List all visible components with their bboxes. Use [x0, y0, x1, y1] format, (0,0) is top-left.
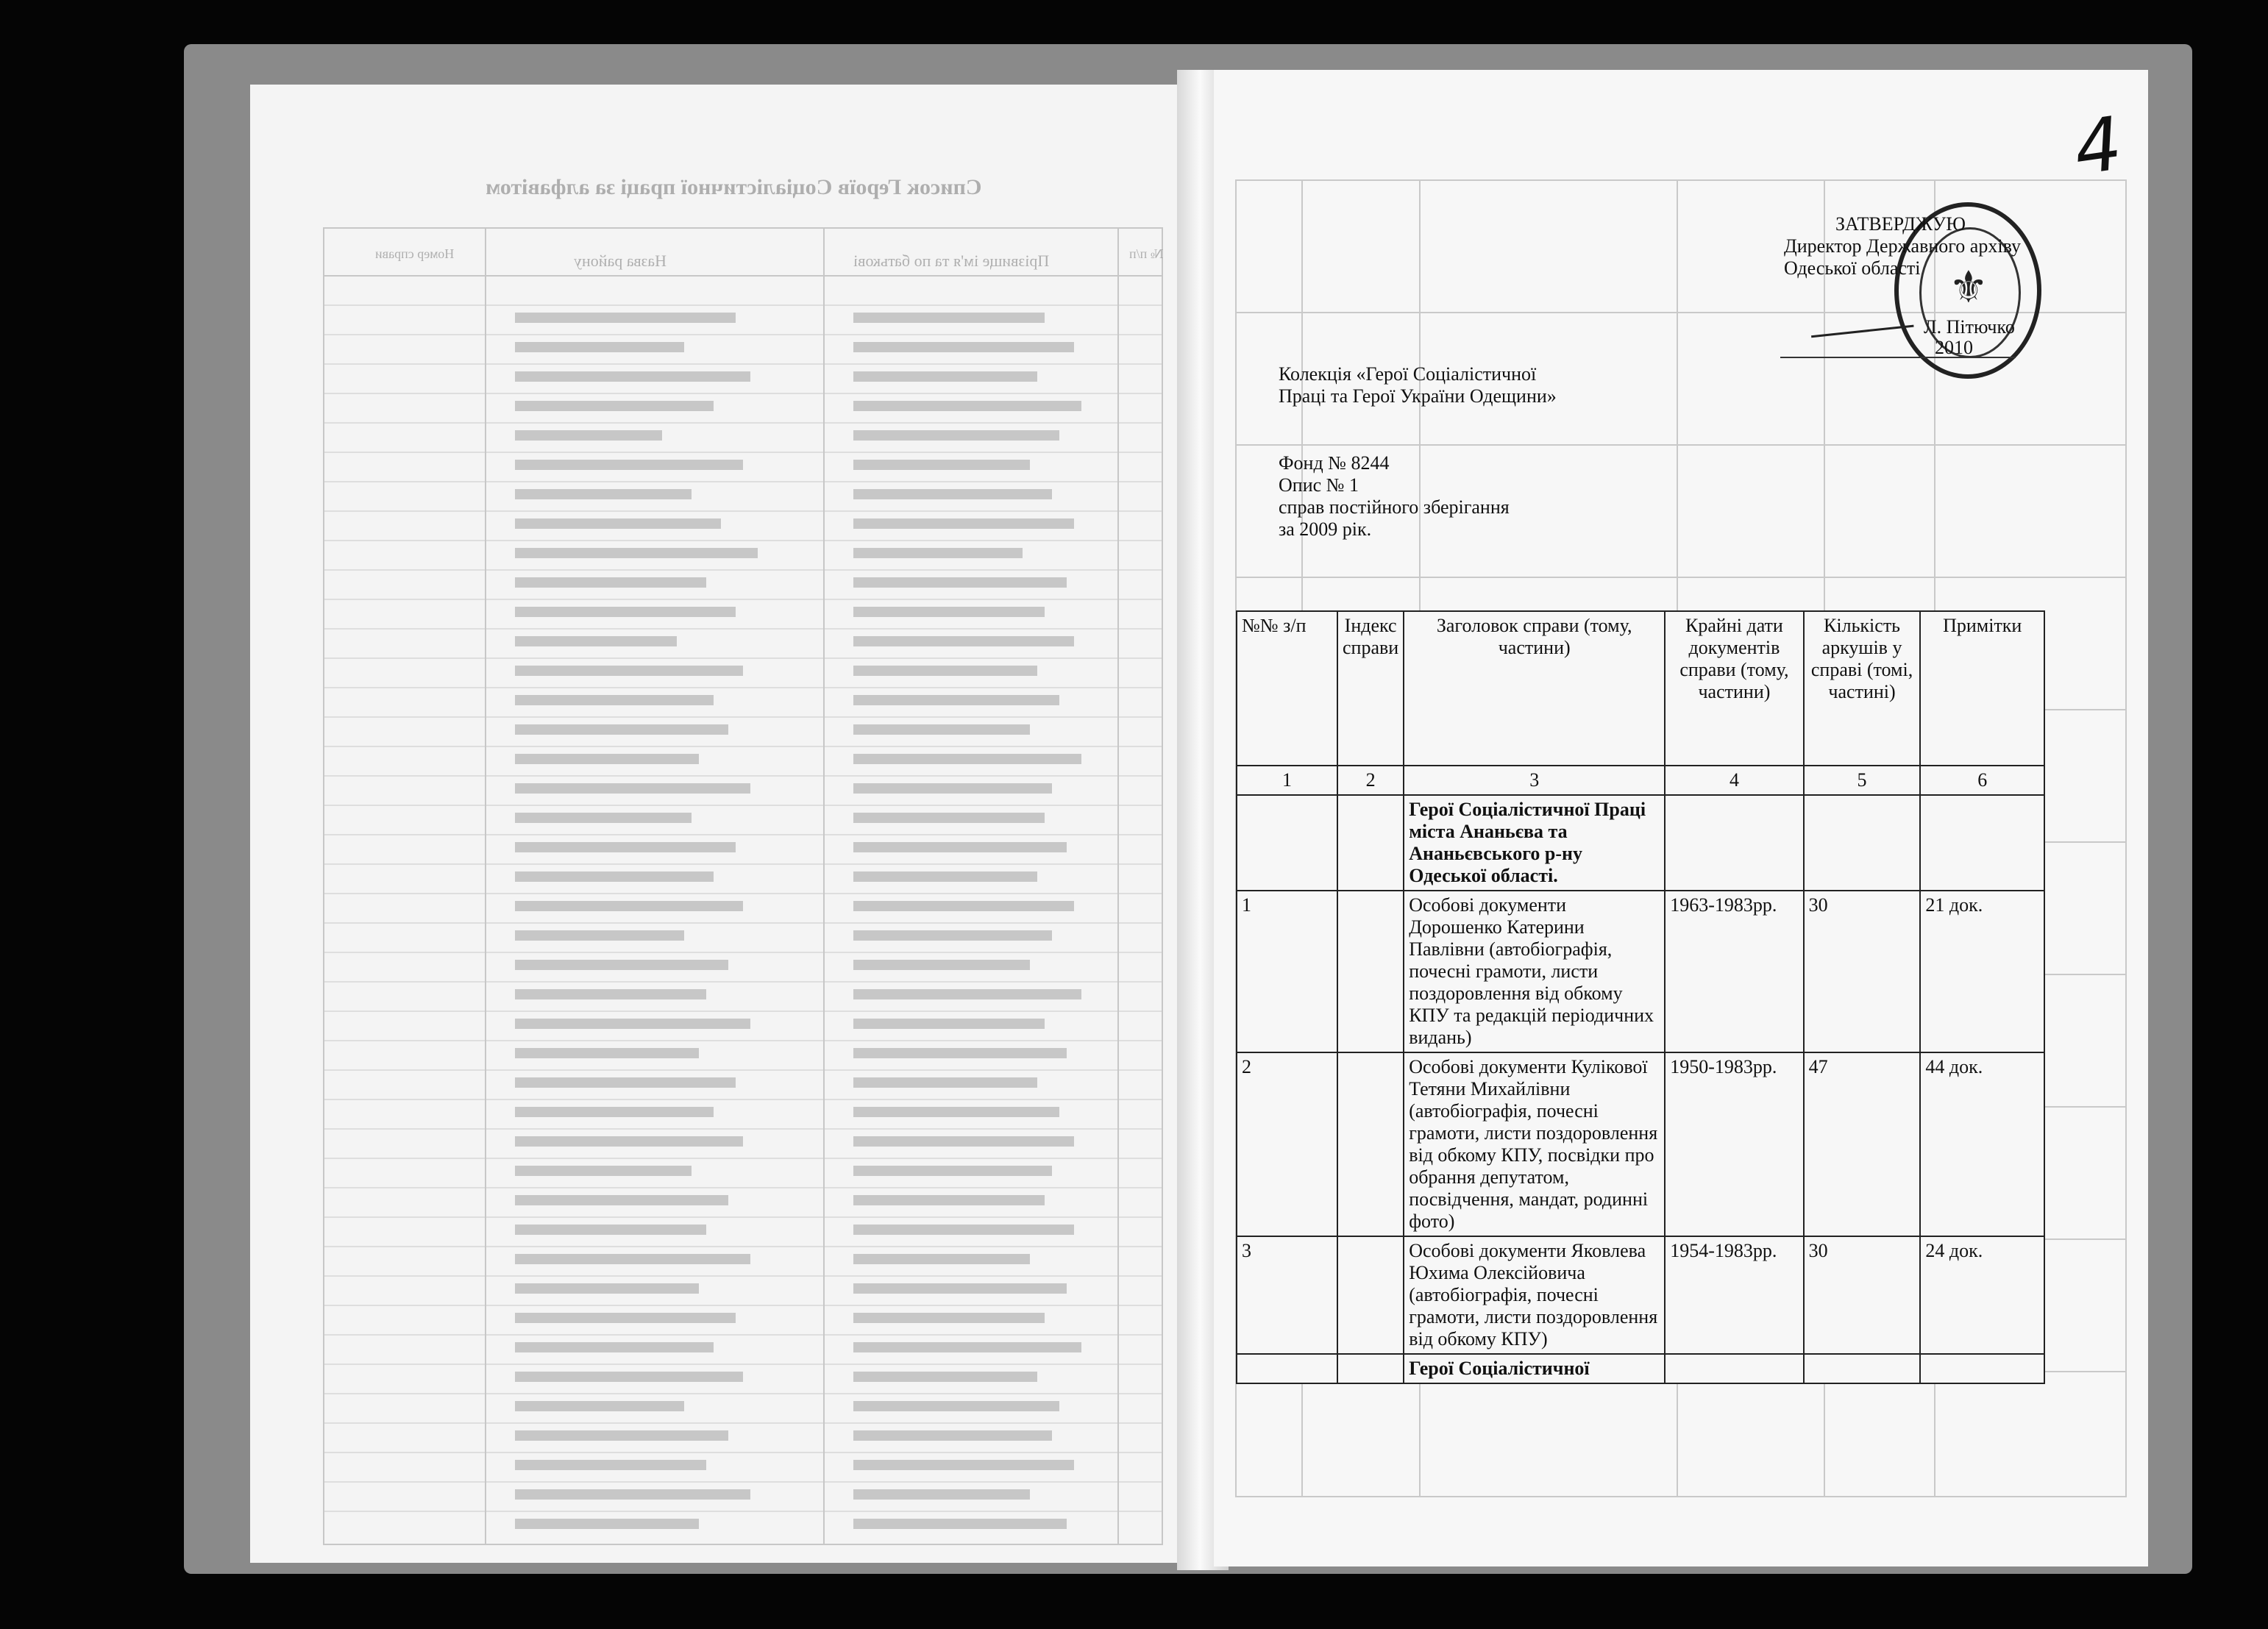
- row-notes: 21 док.: [1920, 891, 2044, 1052]
- row-sheets: 47: [1804, 1052, 1921, 1236]
- table-header-row: [1237, 611, 2044, 766]
- left-header-num: № п/п: [1129, 246, 1163, 261]
- table-row: [1237, 891, 2044, 1052]
- row-title: Особові документи Дорошенко Катерини Павлівни (автобіографія, почесні грамоти, листи поздоровлення від обкому КПУ та редакцій періодичних видань): [1404, 891, 1665, 1052]
- approval-title: ЗАТВЕРДЖУЮ: [1835, 213, 1966, 235]
- approval-position: Директор Державного архіву: [1784, 235, 2021, 257]
- row-dates: 1950-1983рр.: [1665, 1052, 1803, 1236]
- opys-description: справ постійного зберігання: [1279, 496, 1510, 518]
- column-number: 6: [1920, 766, 2044, 795]
- trident-icon: ⚜: [1949, 263, 1988, 312]
- collection-line-2: Праці та Герої України Одещини»: [1279, 385, 1557, 407]
- row-notes: 44 док.: [1920, 1052, 2044, 1236]
- page-number: 4: [2069, 100, 2127, 192]
- section-heading: Герої Соціалістичної: [1404, 1354, 1665, 1383]
- approval-organization: Одеської області: [1784, 257, 1921, 279]
- fond-number: Фонд № 8244: [1279, 452, 1390, 474]
- column-number: 1: [1237, 766, 1337, 795]
- approval-signer: Л. Пітючко: [1924, 316, 2015, 338]
- row-sheets: 30: [1804, 891, 1921, 1052]
- left-header-name: Прізвище ім'я та по батькові: [853, 252, 1050, 270]
- section-heading-row: [1237, 795, 2044, 891]
- section-heading-row: [1237, 1354, 2044, 1383]
- row-number: 1: [1237, 891, 1337, 1052]
- row-dates: 1963-1983рр.: [1665, 891, 1803, 1052]
- opys-year: за 2009 рік.: [1279, 518, 1372, 540]
- table-row: [1237, 1236, 2044, 1354]
- header-index: Індекс справи: [1337, 611, 1404, 766]
- row-index: [1337, 1052, 1404, 1236]
- row-index: [1337, 891, 1404, 1052]
- header-notes: Примітки: [1920, 611, 2044, 766]
- left-page-title: Список Героїв Соціалістичної праці за алфавітом: [486, 175, 982, 199]
- header-sheets: Кількість аркушів у справі (томі, частині): [1804, 611, 1921, 766]
- column-number: 5: [1804, 766, 1921, 795]
- table-row: [1237, 1052, 2044, 1236]
- approval-year: 2010: [1935, 337, 1973, 358]
- section-heading: Герої Соціалістичної Праці міста Ананьєва та Ананьєвського р-ну Одеської області.: [1404, 795, 1665, 891]
- row-index: [1337, 1236, 1404, 1354]
- row-sheets: 30: [1804, 1236, 1921, 1354]
- header-title: Заголовок справи (тому, частини): [1404, 611, 1665, 766]
- row-dates: 1954-1983рр.: [1665, 1236, 1803, 1354]
- column-number: 4: [1665, 766, 1803, 795]
- left-header-district: Назва району: [574, 252, 667, 270]
- left-page: [250, 85, 1192, 1563]
- left-header-file: Номер справи: [375, 246, 455, 261]
- column-number: 3: [1404, 766, 1665, 795]
- header-number: №№ з/п: [1237, 611, 1337, 766]
- collection-line-1: Колекція «Герої Соціалістичної: [1279, 363, 1537, 385]
- row-title: Особові документи Кулікової Тетяни Михайлівни (автобіографія, почесні грамоти, листи поздоровлення від обкому КПУ, посвідки про обрання депутатом, посвідчення, мандат, родинні фото): [1404, 1052, 1665, 1236]
- opys-number: Опис № 1: [1279, 474, 1359, 496]
- row-notes: 24 док.: [1920, 1236, 2044, 1354]
- column-number: 2: [1337, 766, 1404, 795]
- row-number: 3: [1237, 1236, 1337, 1354]
- bleed-through-list: [250, 85, 1192, 1563]
- row-number: 2: [1237, 1052, 1337, 1236]
- approval-date-line: [1780, 357, 2016, 358]
- column-number-row: [1237, 766, 2044, 795]
- row-title: Особові документи Яковлева Юхима Олексійовича (автобіографія, почесні грамоти, листи поздоровлення від обкому КПУ): [1404, 1236, 1665, 1354]
- inventory-table: [1236, 610, 2045, 1384]
- header-dates: Крайні дати документів справи (тому, частини): [1665, 611, 1803, 766]
